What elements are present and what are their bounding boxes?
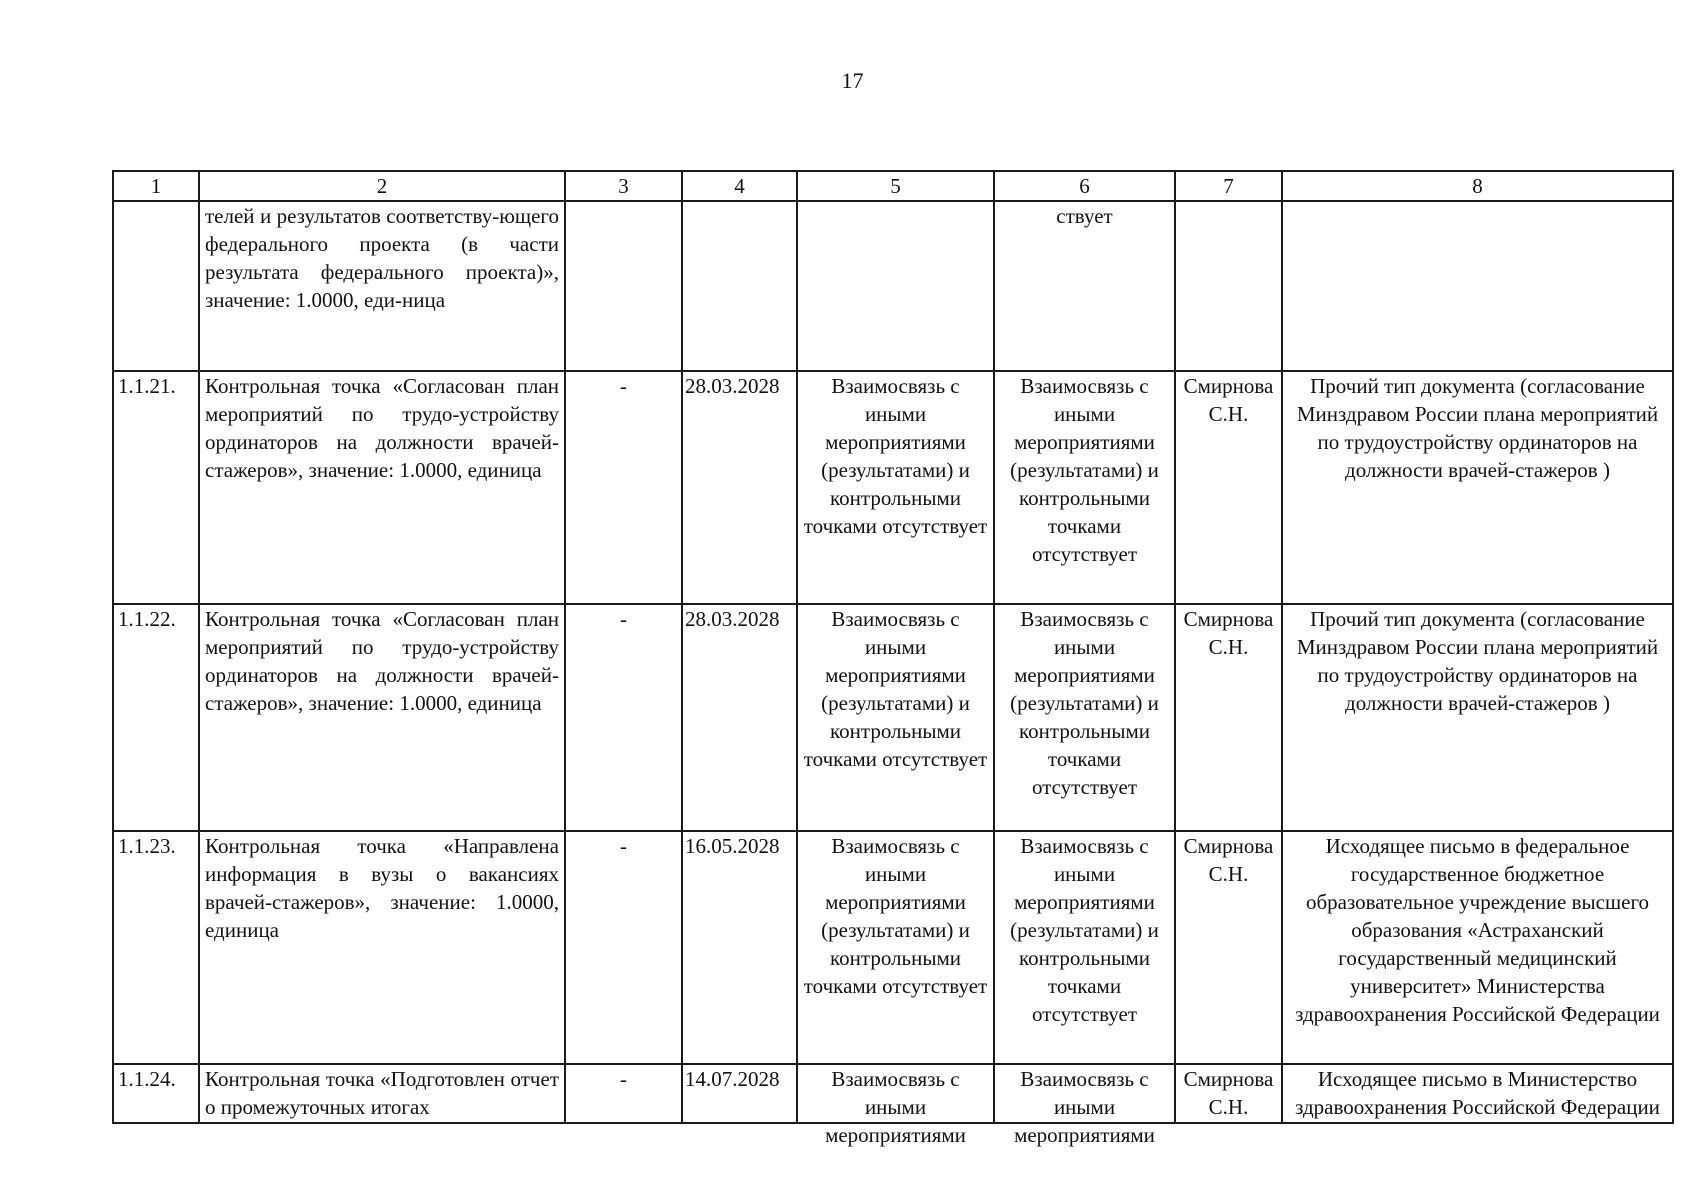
predecessor: -	[565, 371, 682, 604]
column-number: 5	[797, 171, 994, 201]
predecessor: -	[565, 604, 682, 831]
predecessor	[565, 201, 682, 371]
checkpoint-name: Контрольная точка «Согласован план мероприятий по трудо-устройству ординаторов на должности врачей-стажеров», значение: 1.0000, единица	[199, 604, 565, 831]
links-results: Взаимосвязь с иными мероприятиями	[994, 1064, 1175, 1123]
due-date: 28.03.2028	[682, 604, 797, 831]
due-date: 14.07.2028	[682, 1064, 797, 1123]
confirming-document: Прочий тип документа (согласование Минздравом России плана мероприятий по трудоустройству ординаторов на должности врачей-стажеров )	[1282, 371, 1673, 604]
links-activities: Взаимосвязь с иными мероприятиями	[797, 1064, 994, 1123]
column-number: 7	[1175, 171, 1282, 201]
responsible-person: Смирнова С.Н.	[1175, 604, 1282, 831]
responsible-person: Смирнова С.Н.	[1175, 1064, 1282, 1123]
confirming-document: Исходящее письмо в федеральное государственное бюджетное образовательное учреждение высшего образования «Астраханский государственный медицинский университет» Министерства здравоохранения Российской Федерации	[1282, 831, 1673, 1064]
row-number	[113, 201, 199, 371]
predecessor: -	[565, 831, 682, 1064]
predecessor: -	[565, 1064, 682, 1123]
responsible-person: Смирнова С.Н.	[1175, 371, 1282, 604]
checkpoint-name: телей и результатов соответству-ющего федерального проекта (в части результата федерального проекта)», значение: 1.0000, еди-ница	[199, 201, 565, 371]
responsible-person	[1175, 201, 1282, 371]
column-number: 4	[682, 171, 797, 201]
confirming-document	[1282, 201, 1673, 371]
row-number: 1.1.24.	[113, 1064, 199, 1123]
confirming-document: Исходящее письмо в Министерство здравоохранения Российской Федерации	[1282, 1064, 1673, 1123]
links-activities	[797, 201, 994, 371]
table-row	[113, 201, 1673, 371]
checkpoint-name: Контрольная точка «Подготовлен отчет о промежуточных итогах	[199, 1064, 565, 1123]
column-number: 8	[1282, 171, 1673, 201]
checkpoint-name: Контрольная точка «Направлена информация в вузы о вакансиях врачей-стажеров», значение: 1.0000, единица	[199, 831, 565, 1064]
responsible-person: Смирнова С.Н.	[1175, 831, 1282, 1064]
table-row	[113, 371, 1673, 604]
page-number: 17	[841, 68, 864, 93]
confirming-document: Прочий тип документа (согласование Минздравом России плана мероприятий по трудоустройству ординаторов на должности врачей-стажеров )	[1282, 604, 1673, 831]
column-number: 6	[994, 171, 1175, 201]
links-results: Взаимосвязь с иными мероприятиями (результатами) и контрольными точками отсутствует	[994, 604, 1175, 831]
due-date: 28.03.2028	[682, 371, 797, 604]
links-activities: Взаимосвязь с иными мероприятиями (результатами) и контрольными точками отсутствует	[797, 831, 994, 1064]
links-activities: Взаимосвязь с иными мероприятиями (результатами) и контрольными точками отсутствует	[797, 371, 994, 604]
column-number: 1	[113, 171, 199, 201]
table-row	[113, 604, 1673, 831]
due-date	[682, 201, 797, 371]
links-results: Взаимосвязь с иными мероприятиями (результатами) и контрольными точками отсутствует	[994, 371, 1175, 604]
links-activities: Взаимосвязь с иными мероприятиями (результатами) и контрольными точками отсутствует	[797, 604, 994, 831]
row-number: 1.1.23.	[113, 831, 199, 1064]
checkpoint-name: Контрольная точка «Согласован план мероприятий по трудо-устройству ординаторов на должности врачей-стажеров», значение: 1.0000, единица	[199, 371, 565, 604]
plan-table	[112, 170, 1674, 1147]
links-results: ствует	[994, 201, 1175, 371]
column-number: 2	[199, 171, 565, 201]
table-row	[113, 1064, 1673, 1123]
column-number-row	[113, 171, 1673, 201]
row-number: 1.1.22.	[113, 604, 199, 831]
row-number: 1.1.21.	[113, 371, 199, 604]
column-number: 3	[565, 171, 682, 201]
due-date: 16.05.2028	[682, 831, 797, 1064]
links-results: Взаимосвязь с иными мероприятиями (результатами) и контрольными точками отсутствует	[994, 831, 1175, 1064]
table-row	[113, 831, 1673, 1064]
